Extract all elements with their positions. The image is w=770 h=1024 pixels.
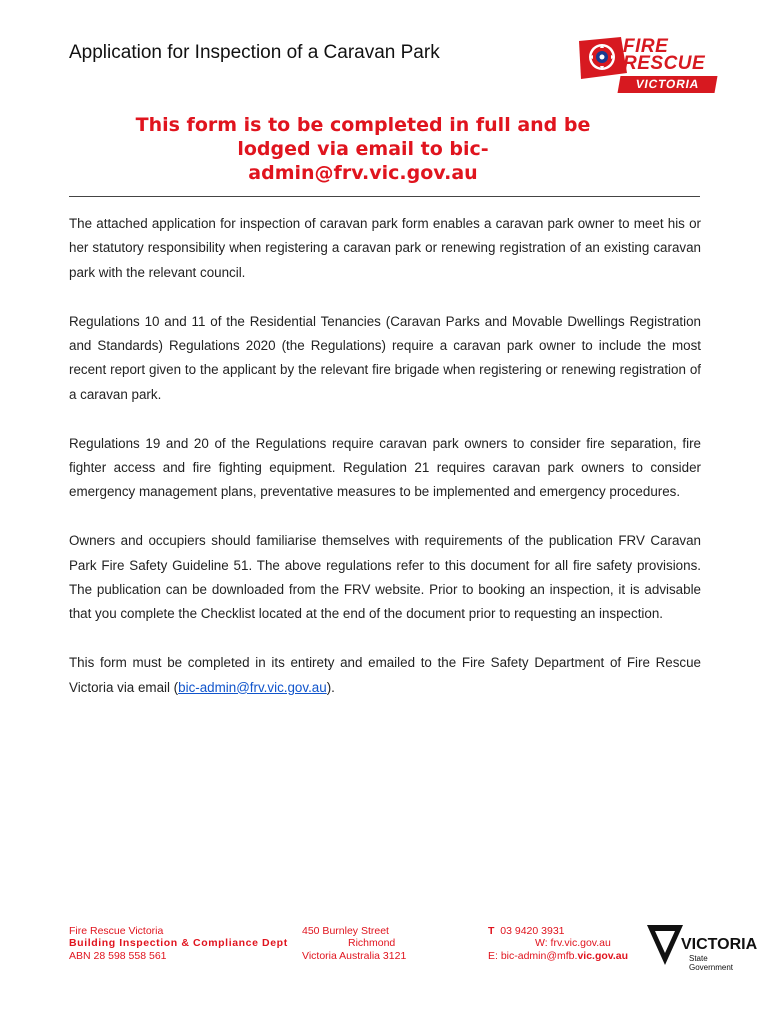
submission-notice: This form is to be completed in full and be lodged via email to bic-admin@frv.vic.gov.au [135,114,591,184]
gov-logo-government: Government [689,963,734,972]
logo-rescue-text: RESCUE [623,53,706,74]
fire-rescue-victoria-logo [575,33,721,95]
paragraph-intro: The attached application for inspection of caravan park form enables a caravan park owner to meet his or her statutory responsibility when registering a caravan park or renewing registration of an existing caravan park with the relevant council. [69,216,701,280]
paragraph-guideline: Owners and occupiers should familiarise themselves with requirements of the publication FRV Caravan Park Fire Safety Guideline 51. The above regulations refer to this document for all fire safety provisions. The publication can be downloaded from the FRV website. Prior to booking an inspection, it is advisable that you complete the Checklist located at the end of the document prior to requesting an inspection. [69,533,701,622]
page-title: Application for Inspection of a Caravan Park [69,42,440,63]
paragraph-submission [69,651,701,700]
email-link[interactable]: bic-admin@frv.vic.gov.au [178,679,327,695]
body-text [69,212,701,724]
divider [69,196,700,197]
footer-phone-label: T [488,925,495,937]
footer-email-domain: vic.gov.au [577,949,629,962]
footer-abn: ABN 28 598 558 561 [69,949,167,962]
footer-suburb: Richmond [348,937,396,950]
logo-fire-text: FIRE [623,36,669,57]
footer-web: W: frv.vic.gov.au [535,937,611,950]
gov-logo-state: State [689,954,708,963]
victoria-state-government-logo [645,923,758,973]
footer-org-block [69,925,288,962]
logo-victoria-text: VICTORIA [618,76,718,93]
submission-text-end: ). [326,679,335,695]
paragraph-regulations-10-11: Regulations 10 and 11 of the Residential Tenancies (Caravan Parks and Movable Dwellings Registration and Standards) Regulations 2020 (the Regulations) require a caravan park owner to include the most recent report given to the applicant by the relevant fire brigade when registering or renewing registration of a caravan park. [69,313,701,402]
footer-contact-block [488,925,628,962]
footer-address-block [302,925,406,962]
footer-email: E: bic-admin@mfb. [488,949,578,962]
footer-street: 450 Burnley Street [302,925,389,937]
victoria-gov-logo-icon [645,923,758,973]
gov-logo-word: VICTORIA [681,936,758,953]
paragraph-regulations-19-21: Regulations 19 and 20 of the Regulations require caravan park owners to consider fire separation, fire fighter access and fire fighting equipment. Regulation 21 requires caravan park owners to consider emergency management plans, preventative measures to be implemented and emergency procedures. [69,435,701,500]
footer-org: Fire Rescue Victoria [69,925,164,937]
footer [0,925,770,985]
frv-badge-icon [575,37,627,79]
footer-state: Victoria Australia 3121 [302,949,407,962]
footer-phone: 03 9420 3931 [500,925,565,937]
footer-dept: Building Inspection & Compliance Dept [69,937,288,950]
submission-text: This form must be completed in its entirety and emailed to the Fire Safety Department of Fire Rescue Victoria via email ( [69,655,701,695]
